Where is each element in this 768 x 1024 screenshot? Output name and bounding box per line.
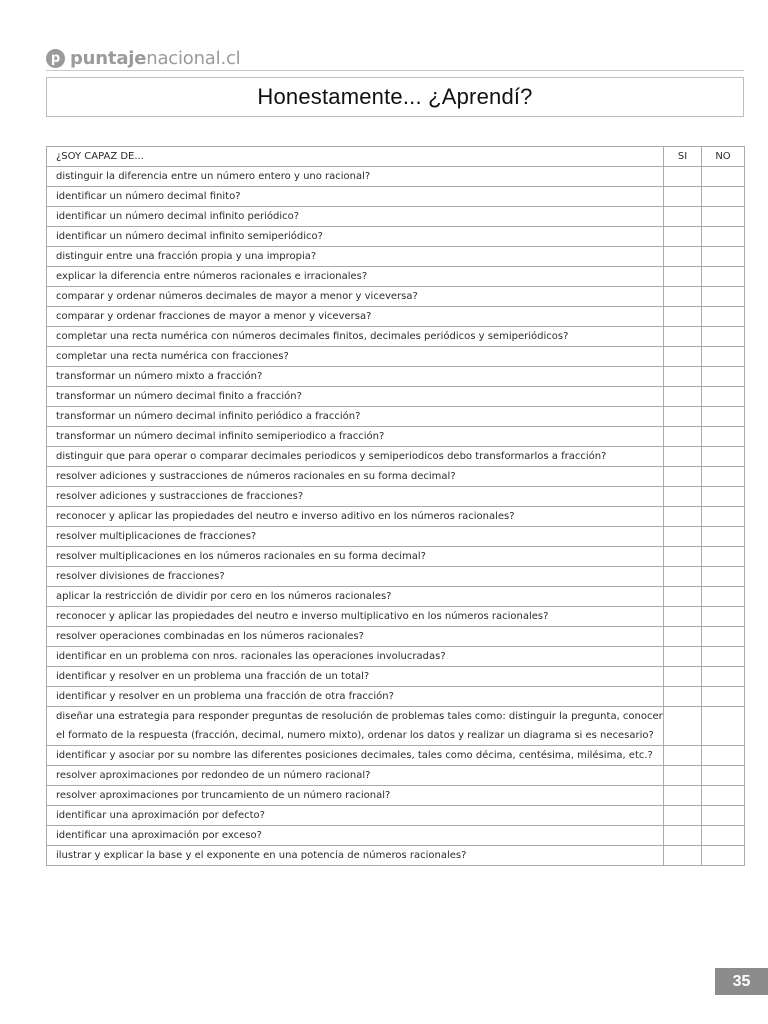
question-cell: completar una recta numérica con números decimales finitos, decimales periódicos y semiperiódicos? [47, 327, 664, 347]
table-row [47, 267, 745, 287]
no-checkbox-cell[interactable] [702, 647, 745, 667]
header-divider [46, 70, 744, 71]
table-header-row [47, 147, 745, 167]
no-checkbox-cell[interactable] [702, 187, 745, 207]
question-cell: resolver aproximaciones por redondeo de un número racional? [47, 766, 664, 786]
no-checkbox-cell[interactable] [702, 587, 745, 607]
table-row [47, 167, 745, 187]
si-checkbox-cell[interactable] [664, 267, 702, 287]
question-cell: completar una recta numérica con fracciones? [47, 347, 664, 367]
si-checkbox-cell[interactable] [664, 667, 702, 687]
table-row [47, 527, 745, 547]
question-cell: comparar y ordenar números decimales de mayor a menor y viceversa? [47, 287, 664, 307]
no-checkbox-cell[interactable] [702, 327, 745, 347]
page-number: 35 [715, 968, 768, 995]
si-checkbox-cell[interactable] [664, 247, 702, 267]
question-cell: resolver divisiones de fracciones? [47, 567, 664, 587]
table-row [47, 387, 745, 407]
no-checkbox-cell[interactable] [702, 667, 745, 687]
question-cell: comparar y ordenar fracciones de mayor a menor y viceversa? [47, 307, 664, 327]
no-checkbox-cell[interactable] [702, 547, 745, 567]
no-checkbox-cell[interactable] [702, 167, 745, 187]
no-checkbox-cell[interactable] [702, 507, 745, 527]
si-checkbox-cell[interactable] [664, 207, 702, 227]
table-row [47, 627, 745, 647]
si-checkbox-cell[interactable] [664, 167, 702, 187]
si-checkbox-cell[interactable] [664, 647, 702, 667]
si-checkbox-cell[interactable] [664, 527, 702, 547]
table-row [47, 826, 745, 846]
question-cell: ilustrar y explicar la base y el exponente en una potencia de números racionales? [47, 846, 664, 866]
si-checkbox-cell[interactable] [664, 687, 702, 707]
table-row [47, 667, 745, 687]
table-body [47, 167, 745, 866]
table-row [47, 207, 745, 227]
table-row [47, 447, 745, 467]
si-checkbox-cell[interactable] [664, 487, 702, 507]
si-checkbox-cell[interactable] [664, 507, 702, 527]
table-row [47, 567, 745, 587]
si-checkbox-cell[interactable] [664, 287, 702, 307]
no-checkbox-cell[interactable] [702, 687, 745, 707]
table-row [47, 587, 745, 607]
si-checkbox-cell[interactable] [664, 187, 702, 207]
table-row [47, 347, 745, 367]
table-row [47, 766, 745, 786]
no-checkbox-cell[interactable] [702, 347, 745, 367]
question-cell: identificar y resolver en un problema una fracción de un total? [47, 667, 664, 687]
header-question: ¿SOY CAPAZ DE... [47, 147, 664, 167]
header-no: NO [702, 147, 745, 167]
question-cell: aplicar la restricción de dividir por cero en los números racionales? [47, 587, 664, 607]
question-cell: resolver multiplicaciones de fracciones? [47, 527, 664, 547]
si-checkbox-cell[interactable] [664, 766, 702, 786]
si-checkbox-cell[interactable] [664, 786, 702, 806]
no-checkbox-cell[interactable] [702, 287, 745, 307]
si-checkbox-cell[interactable] [664, 746, 702, 766]
table-row [47, 427, 745, 447]
question-cell: identificar una aproximación por exceso? [47, 826, 664, 846]
question-cell: transformar un número decimal infinito semiperiodico a fracción? [47, 427, 664, 447]
table-row [47, 707, 745, 746]
no-checkbox-cell[interactable] [702, 567, 745, 587]
si-checkbox-cell[interactable] [664, 307, 702, 327]
no-checkbox-cell[interactable] [702, 387, 745, 407]
table-row [47, 786, 745, 806]
question-cell: distinguir que para operar o comparar decimales periodicos y semiperiodicos debo transformarlos a fracción? [47, 447, 664, 467]
no-checkbox-cell[interactable] [702, 607, 745, 627]
si-checkbox-cell[interactable] [664, 447, 702, 467]
question-cell: resolver adiciones y sustracciones de fracciones? [47, 487, 664, 507]
si-checkbox-cell[interactable] [664, 607, 702, 627]
si-checkbox-cell[interactable] [664, 547, 702, 567]
si-checkbox-cell[interactable] [664, 707, 702, 746]
self-assessment-table [46, 146, 745, 866]
no-checkbox-cell[interactable] [702, 227, 745, 247]
question-cell: explicar la diferencia entre números racionales e irracionales? [47, 267, 664, 287]
question-cell: reconocer y aplicar las propiedades del neutro e inverso aditivo en los números racionales? [47, 507, 664, 527]
table-row [47, 746, 745, 766]
brand-logo [46, 44, 240, 72]
si-checkbox-cell[interactable] [664, 387, 702, 407]
question-cell: identificar y asociar por su nombre las diferentes posiciones decimales, tales como décima, centésima, milésima, etc.? [47, 746, 664, 766]
no-checkbox-cell[interactable] [702, 267, 745, 287]
question-cell: transformar un número decimal finito a fracción? [47, 387, 664, 407]
si-checkbox-cell[interactable] [664, 627, 702, 647]
brand-name-light: nacional.cl [146, 47, 241, 69]
table-row [47, 407, 745, 427]
no-checkbox-cell[interactable] [702, 307, 745, 327]
logo-icon: p [46, 49, 65, 68]
header-si: SI [664, 147, 702, 167]
brand-name [70, 48, 240, 69]
no-checkbox-cell[interactable] [702, 467, 745, 487]
table-row [47, 227, 745, 247]
question-cell: resolver multiplicaciones en los números racionales en su forma decimal? [47, 547, 664, 567]
question-cell: resolver adiciones y sustracciones de números racionales en su forma decimal? [47, 467, 664, 487]
table-row [47, 687, 745, 707]
no-checkbox-cell[interactable] [702, 846, 745, 866]
table-row [47, 367, 745, 387]
si-checkbox-cell[interactable] [664, 227, 702, 247]
si-checkbox-cell[interactable] [664, 347, 702, 367]
si-checkbox-cell[interactable] [664, 826, 702, 846]
question-cell: identificar un número decimal infinito periódico? [47, 207, 664, 227]
table-row [47, 547, 745, 567]
si-checkbox-cell[interactable] [664, 467, 702, 487]
table-row [47, 307, 745, 327]
question-cell: distinguir entre una fracción propia y una impropia? [47, 247, 664, 267]
no-checkbox-cell[interactable] [702, 487, 745, 507]
si-checkbox-cell[interactable] [664, 327, 702, 347]
no-checkbox-cell[interactable] [702, 427, 745, 447]
no-checkbox-cell[interactable] [702, 247, 745, 267]
question-cell: reconocer y aplicar las propiedades del neutro e inverso multiplicativo en los números racionales? [47, 607, 664, 627]
si-checkbox-cell[interactable] [664, 567, 702, 587]
table-row [47, 806, 745, 826]
question-cell: identificar un número decimal infinito semiperiódico? [47, 227, 664, 247]
si-checkbox-cell[interactable] [664, 407, 702, 427]
no-checkbox-cell[interactable] [702, 447, 745, 467]
question-cell: diseñar una estrategia para responder preguntas de resolución de problemas tales como: distinguir la pregunta, conocer el formato de la respuesta (fracción, decimal, numero mixto), ordenar los datos y realizar un diagrama si es necesario? [47, 707, 664, 746]
no-checkbox-cell[interactable] [702, 367, 745, 387]
table-row [47, 507, 745, 527]
table-row [47, 247, 745, 267]
question-cell: resolver aproximaciones por truncamiento de un número racional? [47, 786, 664, 806]
table-row [47, 487, 745, 507]
no-checkbox-cell[interactable] [702, 527, 745, 547]
table-row [47, 287, 745, 307]
si-checkbox-cell[interactable] [664, 427, 702, 447]
question-cell: identificar en un problema con nros. racionales las operaciones involucradas? [47, 647, 664, 667]
no-checkbox-cell[interactable] [702, 766, 745, 786]
table-row [47, 187, 745, 207]
question-cell: identificar una aproximación por defecto? [47, 806, 664, 826]
no-checkbox-cell[interactable] [702, 207, 745, 227]
no-checkbox-cell[interactable] [702, 746, 745, 766]
brand-name-bold: puntaje [70, 47, 147, 69]
no-checkbox-cell[interactable] [702, 627, 745, 647]
page-title: Honestamente... ¿Aprendí? [257, 84, 533, 109]
no-checkbox-cell[interactable] [702, 707, 745, 746]
table-row [47, 327, 745, 347]
question-cell: transformar un número decimal infinito periódico a fracción? [47, 407, 664, 427]
table-row [47, 607, 745, 627]
no-checkbox-cell[interactable] [702, 826, 745, 846]
table-row [47, 467, 745, 487]
question-cell: identificar un número decimal finito? [47, 187, 664, 207]
no-checkbox-cell[interactable] [702, 806, 745, 826]
no-checkbox-cell[interactable] [702, 407, 745, 427]
table-row [47, 647, 745, 667]
si-checkbox-cell[interactable] [664, 367, 702, 387]
no-checkbox-cell[interactable] [702, 786, 745, 806]
question-cell: resolver operaciones combinadas en los números racionales? [47, 627, 664, 647]
question-cell: transformar un número mixto a fracción? [47, 367, 664, 387]
si-checkbox-cell[interactable] [664, 846, 702, 866]
title-box [46, 77, 744, 117]
si-checkbox-cell[interactable] [664, 806, 702, 826]
table-row [47, 846, 745, 866]
question-cell: identificar y resolver en un problema una fracción de otra fracción? [47, 687, 664, 707]
question-cell: distinguir la diferencia entre un número entero y uno racional? [47, 167, 664, 187]
si-checkbox-cell[interactable] [664, 587, 702, 607]
